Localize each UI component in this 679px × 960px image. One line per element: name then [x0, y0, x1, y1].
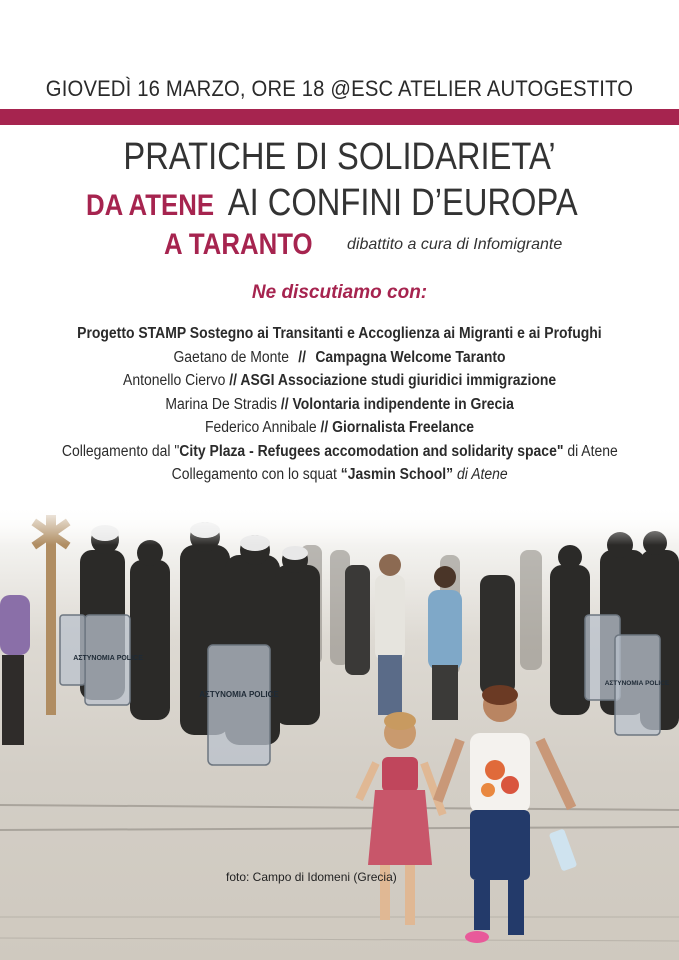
speaker-name: Antonello Ciervo [122, 372, 226, 389]
link-suffix: di Atene [452, 466, 508, 483]
speaker-name: Gaetano de Monte [173, 348, 290, 366]
speaker-org: // Volontaria indipendente in Grecia [280, 395, 514, 413]
title-line-2 [86, 182, 578, 225]
speaker-org: City Plaza - Refugees accomodation and solidarity space" [178, 442, 564, 460]
refugee-camp-photo [0, 505, 679, 960]
title-origin-city: DA ATENE [86, 189, 215, 222]
title-line-2-rest: AI CONFINI D’EUROPA [227, 182, 578, 224]
title-line-1: PRATICHE DI SOLIDARIETA’ [123, 136, 556, 178]
separator: // [298, 348, 307, 366]
child-red-dress [355, 712, 446, 925]
photo-illustration [0, 505, 679, 960]
speaker-item [0, 416, 679, 440]
child-white-shirt [433, 685, 577, 943]
speaker-org: “Jasmin School” [340, 466, 453, 483]
speaker-org: // Giornalista Freelance [320, 419, 475, 436]
speaker-item [0, 346, 679, 370]
event-date-line: GIOVEDÌ 16 MARZO, ORE 18 @ESC ATELIER AUTOGESTITO [45, 76, 634, 101]
shield-label: ΑΣΤΥΝΟΜΙΑ POLICE [73, 655, 143, 662]
discussion-heading: Ne discutiamo con: [251, 282, 428, 303]
accent-rule [0, 109, 679, 125]
speaker-item [0, 369, 679, 393]
speaker-item [0, 463, 679, 487]
speaker-name: Federico Annibale [204, 419, 317, 436]
shield-label: ΑΣΤΥΝΟΜΙΑ POLICE [604, 680, 670, 687]
title-destination-city: A TARANTO [164, 228, 313, 261]
link-prefix: Collegamento con lo squat [171, 466, 341, 483]
photo-caption: foto: Campo di Idomeni (Grecia) [226, 870, 397, 884]
speaker-item [0, 322, 679, 346]
speaker-org: Campagna Welcome Taranto [315, 348, 506, 366]
title-line-3 [164, 228, 563, 262]
speaker-list [0, 322, 679, 487]
link-suffix: di Atene [563, 442, 618, 460]
speaker-item [0, 440, 679, 464]
speaker-item [0, 393, 679, 417]
link-prefix: Collegamento dal " [61, 442, 179, 460]
speaker-name: Marina De Stradis [165, 395, 277, 413]
organizer-note: dibattito a cura di Infomigrante [347, 236, 563, 253]
speaker-org: Progetto STAMP Sostegno ai Transitanti e Accoglienza ai Migranti e ai Profughi [77, 325, 602, 342]
speaker-org: // ASGI Associazione studi giuridici immigrazione [229, 372, 557, 389]
shield-label: ΑΣΤΥΝΟΜΙΑ POLICE [199, 690, 279, 699]
